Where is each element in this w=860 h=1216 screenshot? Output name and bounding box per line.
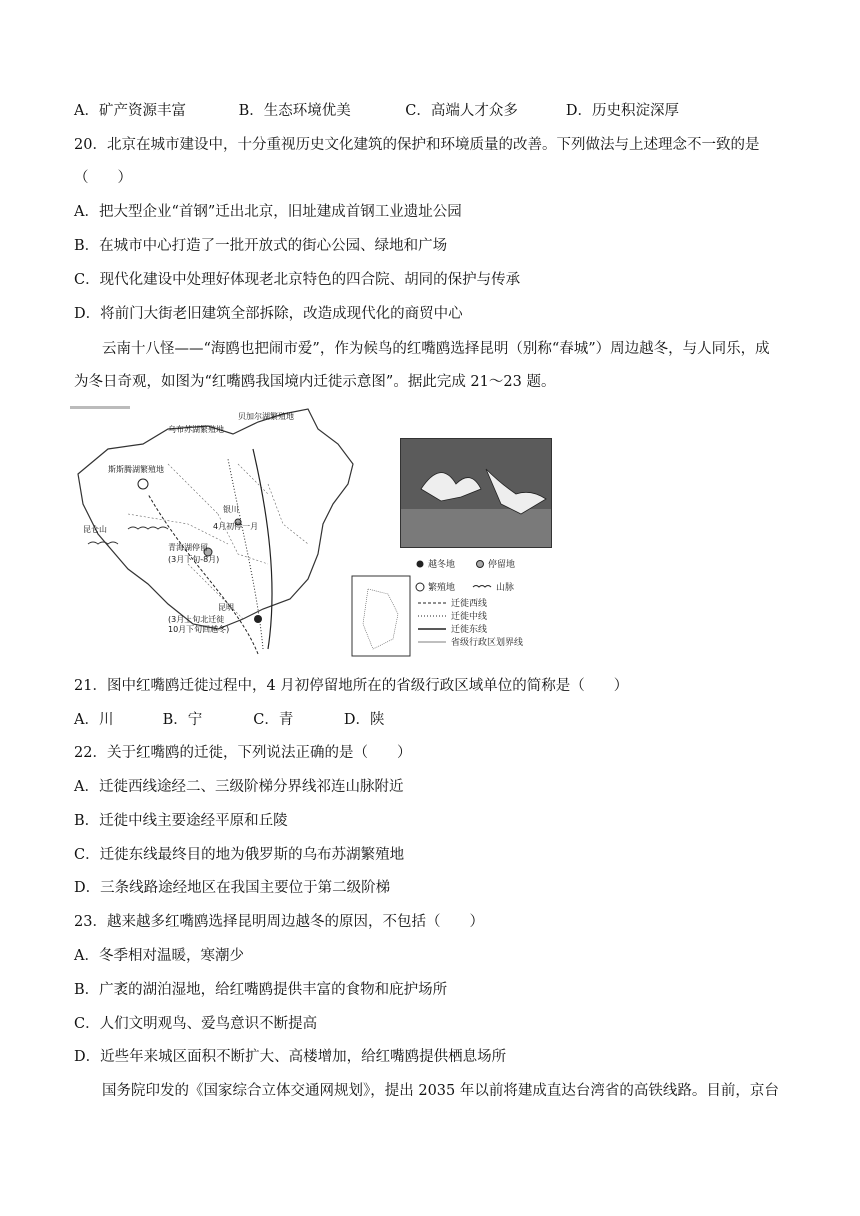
q21-option-d: D．陕: [343, 712, 385, 728]
label-wubusu: 乌布苏湖繁殖地: [168, 425, 224, 434]
gull-photo: [400, 438, 552, 548]
label-kunming-note1: (3月上旬北迁徙: [168, 615, 225, 624]
label-march: (3月下旬-8月): [168, 555, 220, 564]
inset-map: [352, 576, 410, 656]
label-sisi: 斯斯腾湖繁殖地: [108, 465, 164, 474]
q23-stem: 23．越来越多红嘴鸥选择昆明周边越冬的原因，不包括（ ）: [74, 914, 484, 930]
intro-line-2: 为冬日奇观，如图为“红嘴鸥我国境内迁徙示意图”。据此完成 21～23 题。: [74, 374, 556, 390]
q19-option-d: D．历史积淀深厚: [565, 103, 679, 119]
legend-mountain-icon: [473, 586, 491, 588]
q21-option-a: A．川: [74, 712, 114, 728]
q20-option-b: B．在城市中心打造了一批开放式的街心公园、绿地和广场: [74, 238, 448, 254]
legend-breed-icon: [416, 583, 424, 591]
label-qinghai: 青海湖停留: [168, 543, 208, 552]
q21-options: [74, 710, 384, 730]
label-baikal: 贝加尔湖繁殖地: [238, 412, 294, 421]
china-outline: [78, 409, 353, 629]
q23-option-b: B．广袤的湖泊湿地，给红嘴鸥提供丰富的食物和庇护场所: [74, 982, 448, 998]
q23-option-c: C．人们文明观鸟、爱鸟意识不断提高: [74, 1016, 318, 1032]
label-kunming: 昆明: [218, 603, 234, 612]
q19-options: [74, 101, 679, 121]
q19-option-a: A．矿产资源丰富: [74, 103, 186, 119]
intro-line-1: 云南十八怪——“海鸥也把闹市爱”，作为候鸟的红嘴鸥选择昆明（别称“春城”）周边越冬，与人同乐，成: [102, 341, 770, 357]
label-kunming-note2: 10月下旬回越冬): [168, 625, 230, 634]
legend-stop: 停留地: [488, 560, 516, 570]
next-intro: 国务院印发的《国家综合立体交通网规划》，提出 2035 年以前将建成直达台湾省的高铁线路。目前，京台: [102, 1083, 779, 1099]
q22-option-d: D．三条线路途经地区在我国主要位于第二级阶梯: [74, 880, 391, 896]
q21-option-c: C．青: [253, 712, 294, 728]
legend-west: 迁徙西线: [451, 599, 488, 609]
q21-stem: 21．图中红嘴鸥迁徙过程中，4 月初停留地所在的省级行政区域单位的简称是（ ）: [74, 678, 629, 694]
q20-option-a: A．把大型企业“首钢”迁出北京，旧址建成首钢工业遗址公园: [74, 204, 462, 220]
legend-mountain: 山脉: [496, 583, 515, 593]
q22-option-c: C．迁徙东线最终目的地为俄罗斯的乌布苏湖繁殖地: [74, 847, 405, 863]
legend-breed: 繁殖地: [428, 583, 456, 593]
label-kunlun: 昆仑山: [83, 525, 107, 534]
q23-option-a: A．冬季相对温暖，寒潮少: [74, 948, 244, 964]
q19-option-b: B．生态环境优美: [238, 103, 351, 119]
legend-boundary: 省级行政区划界线: [451, 638, 524, 648]
legend-winter-icon: [417, 561, 424, 568]
legend-stop-icon: [477, 561, 484, 568]
legend-winter: 越冬地: [428, 560, 456, 570]
q20-bracket: （ ）: [74, 170, 132, 186]
q20-option-d: D．将前门大街老旧建筑全部拆除，改造成现代化的商贸中心: [74, 306, 463, 322]
q20-stem: 20．北京在城市建设中，十分重视历史文化建筑的保护和环境质量的改善。下列做法与上述理念不一致的是: [74, 137, 760, 153]
q22-option-b: B．迁徙中线主要途经平原和丘陵: [74, 813, 288, 829]
q22-stem: 22．关于红嘴鸥的迁徙，下列说法正确的是（ ）: [74, 745, 412, 761]
label-yinchuan: 银川: [223, 505, 239, 514]
q19-option-c: C．高端人才众多: [405, 103, 518, 119]
q23-option-d: D．近些年来城区面积不断扩大、高楼增加，给红嘴鸥提供栖息场所: [74, 1049, 507, 1065]
label-april: 4月初停一月: [213, 522, 259, 531]
legend-middle: 迁徙中线: [451, 612, 488, 622]
q21-option-b: B．宁: [162, 712, 203, 728]
q22-option-a: A．迁徙西线途经二、三级阶梯分界线祁连山脉附近: [74, 779, 404, 795]
breeding-site-sisi: [138, 479, 148, 489]
legend-east: 迁徙东线: [451, 625, 488, 635]
q20-option-c: C．现代化建设中处理好体现老北京特色的四合院、胡同的保护与传承: [74, 272, 521, 288]
winter-site-kunming: [254, 615, 262, 623]
